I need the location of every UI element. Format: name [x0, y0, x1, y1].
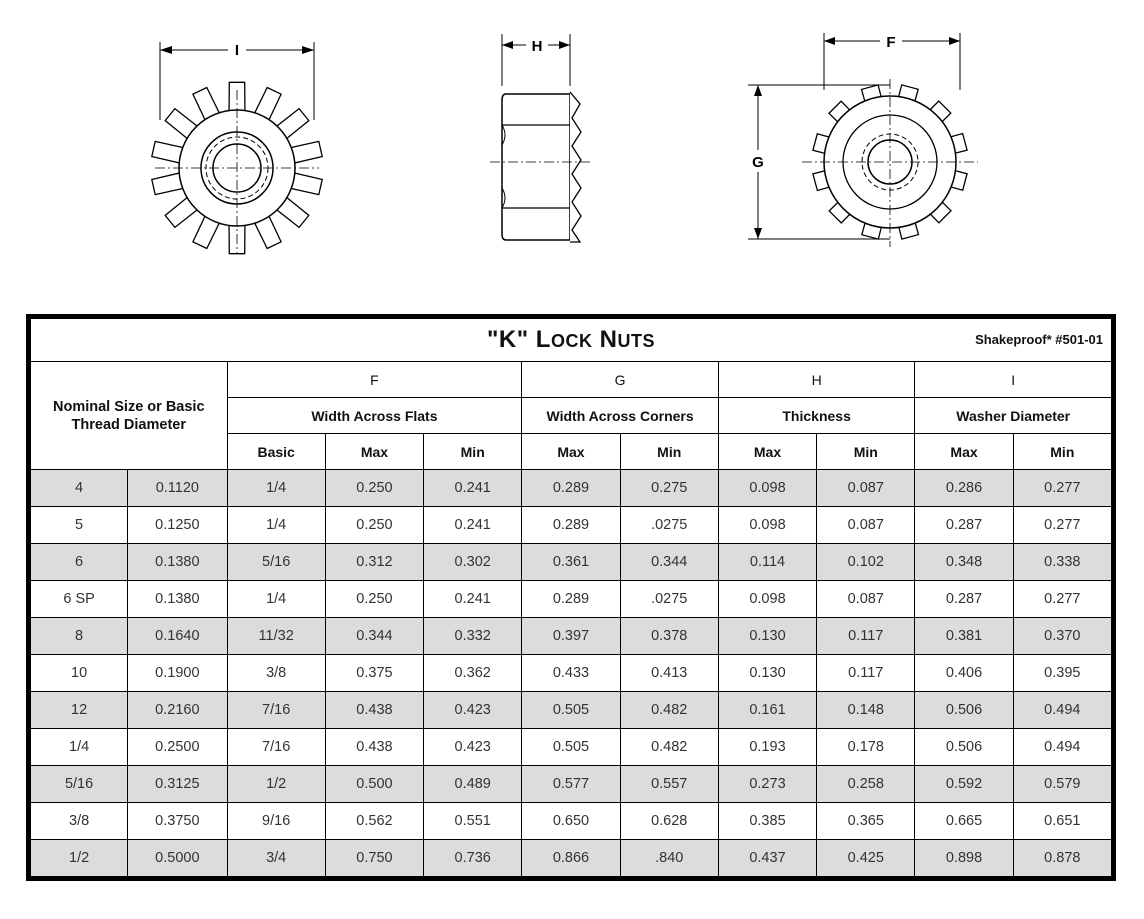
- dimension-cell: 0.087: [817, 507, 915, 544]
- dimension-cell: 0.425: [817, 840, 915, 877]
- dimension-cell: 0.277: [1013, 470, 1111, 507]
- dimension-cell: 0.750: [325, 840, 423, 877]
- dimension-cell: 0.898: [915, 840, 1013, 877]
- basic-diameter-cell: 0.5000: [128, 840, 227, 877]
- group-letter-f: F: [227, 362, 522, 398]
- dimension-cell: 0.130: [718, 655, 816, 692]
- dimension-cell: 0.338: [1013, 544, 1111, 581]
- dimension-h-label: H: [531, 38, 543, 55]
- front-view-drawing: [140, 30, 340, 270]
- dimension-cell: 0.087: [817, 470, 915, 507]
- dimension-cell: 0.241: [424, 470, 522, 507]
- dimension-cell: 0.482: [620, 692, 718, 729]
- nominal-size-cell: 6 SP: [31, 581, 128, 618]
- table-row: [31, 507, 1112, 544]
- table-row: [31, 803, 1112, 840]
- dimension-cell: 0.286: [915, 470, 1013, 507]
- dimension-cell: 0.289: [522, 507, 620, 544]
- dimension-cell: 0.193: [718, 729, 816, 766]
- dimension-cell: 0.275: [620, 470, 718, 507]
- dimension-cell: 0.344: [325, 618, 423, 655]
- dimension-cell: 0.114: [718, 544, 816, 581]
- dimension-cell: 0.250: [325, 470, 423, 507]
- dimension-cell: 0.361: [522, 544, 620, 581]
- dimension-cell: 0.332: [424, 618, 522, 655]
- dimension-cell: 0.433: [522, 655, 620, 692]
- dimension-cell: 7/16: [227, 692, 325, 729]
- dimension-cell: 0.406: [915, 655, 1013, 692]
- basic-diameter-cell: 0.3750: [128, 803, 227, 840]
- group-label-width-across-corners: Width Across Corners: [522, 398, 719, 434]
- dimension-cell: 1/4: [227, 507, 325, 544]
- dimension-cell: 0.505: [522, 692, 620, 729]
- dimension-cell: 0.878: [1013, 840, 1111, 877]
- dimension-g-label: G: [752, 154, 764, 171]
- basic-diameter-cell: 0.1120: [128, 470, 227, 507]
- nominal-size-cell: 8: [31, 618, 128, 655]
- dimension-cell: 0.241: [424, 507, 522, 544]
- column-subheader: Min: [620, 434, 718, 470]
- dimension-cell: 0.241: [424, 581, 522, 618]
- dimension-cell: 0.117: [817, 618, 915, 655]
- dimension-cell: 0.592: [915, 766, 1013, 803]
- dimension-cell: 0.277: [1013, 581, 1111, 618]
- basic-diameter-cell: 0.3125: [128, 766, 227, 803]
- dimension-cell: 0.482: [620, 729, 718, 766]
- nominal-size-cell: 12: [31, 692, 128, 729]
- dimension-cell: 0.413: [620, 655, 718, 692]
- dimension-cell: 0.277: [1013, 507, 1111, 544]
- basic-diameter-cell: 0.1640: [128, 618, 227, 655]
- nominal-size-cell: 6: [31, 544, 128, 581]
- dimension-cell: 0.494: [1013, 729, 1111, 766]
- dimension-cell: 0.348: [915, 544, 1013, 581]
- dimension-cell: 5/16: [227, 544, 325, 581]
- dimension-cell: 0.381: [915, 618, 1013, 655]
- dimension-cell: 0.161: [718, 692, 816, 729]
- dimension-cell: 0.423: [424, 729, 522, 766]
- column-subheader: Basic: [227, 434, 325, 470]
- dimension-cell: 7/16: [227, 729, 325, 766]
- dimension-cell: 0.117: [817, 655, 915, 692]
- dimension-cell: 0.579: [1013, 766, 1111, 803]
- table-title-cell: [31, 319, 1112, 362]
- dimension-cell: 0.148: [817, 692, 915, 729]
- basic-diameter-cell: 0.2500: [128, 729, 227, 766]
- dimension-cell: 1/4: [227, 470, 325, 507]
- group-letter-i: I: [915, 362, 1112, 398]
- part-reference: Shakeproof* #501-01: [975, 332, 1103, 347]
- dimension-cell: 0.385: [718, 803, 816, 840]
- group-label-thickness: Thickness: [718, 398, 915, 434]
- table-row: [31, 729, 1112, 766]
- nominal-size-cell: 1/4: [31, 729, 128, 766]
- dimension-cell: 0.375: [325, 655, 423, 692]
- group-letter-h: H: [718, 362, 915, 398]
- basic-diameter-cell: 0.1250: [128, 507, 227, 544]
- dimension-cell: 0.178: [817, 729, 915, 766]
- basic-diameter-cell: 0.1380: [128, 581, 227, 618]
- table-row: [31, 470, 1112, 507]
- table-row: [31, 840, 1112, 877]
- dimension-cell: .840: [620, 840, 718, 877]
- nominal-size-cell: 3/8: [31, 803, 128, 840]
- table-row: [31, 655, 1112, 692]
- dimension-cell: 0.423: [424, 692, 522, 729]
- dimension-cell: 0.505: [522, 729, 620, 766]
- technical-drawings: [0, 0, 1144, 300]
- dimension-cell: 0.312: [325, 544, 423, 581]
- column-subheader: Max: [915, 434, 1013, 470]
- dimension-cell: 0.258: [817, 766, 915, 803]
- dimension-cell: 0.500: [325, 766, 423, 803]
- dimension-cell: 0.577: [522, 766, 620, 803]
- dimension-i-label: I: [234, 42, 240, 59]
- dimension-cell: 0.437: [718, 840, 816, 877]
- dimension-cell: 0.250: [325, 581, 423, 618]
- dimension-cell: 0.362: [424, 655, 522, 692]
- column-subheader: Min: [1013, 434, 1111, 470]
- nominal-size-cell: 5/16: [31, 766, 128, 803]
- side-view-drawing: [480, 30, 600, 260]
- dimension-cell: 1/4: [227, 581, 325, 618]
- dimension-cell: 0.506: [915, 692, 1013, 729]
- table-row: [31, 692, 1112, 729]
- dimension-cell: 11/32: [227, 618, 325, 655]
- dimension-cell: 0.736: [424, 840, 522, 877]
- nominal-size-cell: 1/2: [31, 840, 128, 877]
- dimension-cell: 0.557: [620, 766, 718, 803]
- dimension-cell: 0.866: [522, 840, 620, 877]
- nominal-size-cell: 5: [31, 507, 128, 544]
- column-subheader: Max: [718, 434, 816, 470]
- dimension-cell: 0.489: [424, 766, 522, 803]
- column-subheader: Max: [325, 434, 423, 470]
- dimension-cell: 0.438: [325, 692, 423, 729]
- dimension-cell: 0.506: [915, 729, 1013, 766]
- group-label-washer-diameter: Washer Diameter: [915, 398, 1112, 434]
- dimension-cell: 0.130: [718, 618, 816, 655]
- rear-view-drawing: [740, 25, 980, 255]
- dimension-cell: 0.289: [522, 581, 620, 618]
- dimension-cell: 0.397: [522, 618, 620, 655]
- dimension-cell: 0.551: [424, 803, 522, 840]
- basic-diameter-cell: 0.1900: [128, 655, 227, 692]
- dimension-cell: 0.562: [325, 803, 423, 840]
- dimension-cell: 0.098: [718, 581, 816, 618]
- dimension-cell: 0.273: [718, 766, 816, 803]
- table-title: "K" LOCK NUTS: [487, 326, 655, 353]
- group-label-width-across-flats: Width Across Flats: [227, 398, 522, 434]
- dimension-cell: 0.395: [1013, 655, 1111, 692]
- dimension-f-label: F: [886, 34, 896, 51]
- column-subheader: Min: [817, 434, 915, 470]
- nominal-size-cell: 4: [31, 470, 128, 507]
- dimension-cell: .0275: [620, 507, 718, 544]
- dimension-cell: 0.665: [915, 803, 1013, 840]
- dimension-cell: .0275: [620, 581, 718, 618]
- dimension-cell: 0.302: [424, 544, 522, 581]
- dimension-cell: 0.344: [620, 544, 718, 581]
- dimension-cell: 3/4: [227, 840, 325, 877]
- dimension-cell: 9/16: [227, 803, 325, 840]
- dimension-cell: 0.651: [1013, 803, 1111, 840]
- column-subheader: Min: [424, 434, 522, 470]
- dimension-cell: 0.102: [817, 544, 915, 581]
- dimension-cell: 0.438: [325, 729, 423, 766]
- dimension-cell: 0.365: [817, 803, 915, 840]
- table-row: [31, 581, 1112, 618]
- group-letter-g: G: [522, 362, 719, 398]
- table-row: [31, 618, 1112, 655]
- dimension-cell: 0.287: [915, 581, 1013, 618]
- dimension-cell: 0.098: [718, 507, 816, 544]
- dimension-cell: 3/8: [227, 655, 325, 692]
- nominal-size-header: Nominal Size or Basic Thread Diameter: [31, 362, 228, 470]
- column-subheader: Max: [522, 434, 620, 470]
- nominal-size-cell: 10: [31, 655, 128, 692]
- dimension-cell: 1/2: [227, 766, 325, 803]
- dimension-cell: 0.087: [817, 581, 915, 618]
- dimension-cell: 0.250: [325, 507, 423, 544]
- table-row: [31, 766, 1112, 803]
- dimension-cell: 0.098: [718, 470, 816, 507]
- dimension-cell: 0.289: [522, 470, 620, 507]
- dimension-cell: 0.650: [522, 803, 620, 840]
- dimension-cell: 0.628: [620, 803, 718, 840]
- dimension-cell: 0.370: [1013, 618, 1111, 655]
- dimension-cell: 0.378: [620, 618, 718, 655]
- basic-diameter-cell: 0.1380: [128, 544, 227, 581]
- dimension-cell: 0.494: [1013, 692, 1111, 729]
- dimension-cell: 0.287: [915, 507, 1013, 544]
- lock-nut-spec-table: [26, 314, 1116, 881]
- basic-diameter-cell: 0.2160: [128, 692, 227, 729]
- table-row: [31, 544, 1112, 581]
